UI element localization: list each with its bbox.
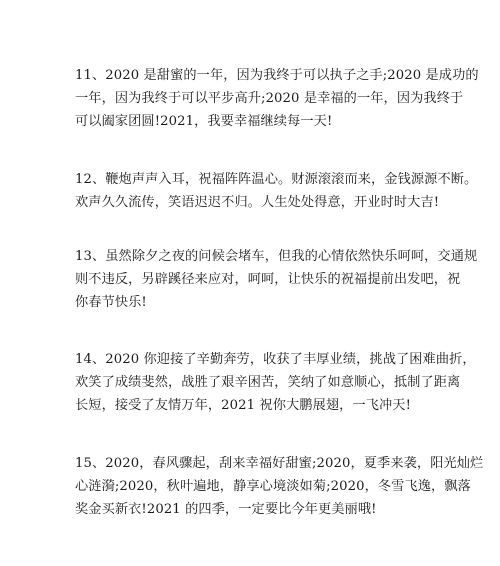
paragraph-line: 14、2020 你迎接了辛勤奔劳，收获了丰厚业绩，挑战了困难曲折， xyxy=(75,352,476,367)
paragraph-line: 你春节快乐! xyxy=(75,295,147,310)
paragraph-line: 13、虽然除夕之夜的问候会堵车，但我的心情依然快乐呵呵，交通规 xyxy=(75,249,478,264)
paragraph-line: 心涟漪;2020，秋叶遍地，静享心境淡如菊;2020，冬雪飞逸，飘落 xyxy=(75,479,471,494)
paragraph-line: 欢笑了成绩斐然，战胜了艰辛困苦，笑纳了如意顺心，抵制了距离 xyxy=(75,375,461,390)
paragraph-12 xyxy=(75,168,478,214)
paragraph-line: 一年，因为我终于可以平步高升;2020 是幸福的一年，因为我终于 xyxy=(75,91,464,106)
paragraph-line: 则不违反，另辟蹊径来应对，呵呵，让快乐的祝福提前出发吧，祝 xyxy=(75,272,461,287)
paragraph-line: 11、2020 是甜蜜的一年，因为我终于可以执子之手;2020 是成功的 xyxy=(75,68,479,83)
paragraph-line: 12、鞭炮声声入耳，祝福阵阵温心。财源滚滚而来，金钱源源不断。 xyxy=(75,172,478,187)
paragraph-14 xyxy=(75,348,476,417)
paragraph-15 xyxy=(75,452,484,521)
paragraph-line: 长短，接受了友情万年，2021 祝你大鹏展翅，一飞冲天! xyxy=(75,398,411,413)
paragraph-line: 欢声久久流传，笑语迟迟不归。人生处处得意，开业时时大吉! xyxy=(75,195,440,210)
paragraph-line: 可以阖家团圆!2021，我要幸福继续每一天! xyxy=(75,114,333,129)
paragraph-11 xyxy=(75,64,479,133)
paragraph-line: 15、2020，春风骤起，刮来幸福好甜蜜;2020，夏季来袭，阳光灿烂 xyxy=(75,456,484,471)
paragraph-13 xyxy=(75,245,478,314)
paragraph-line: 奖金买新衣!2021 的四季，一定要比今年更美丽哦! xyxy=(75,502,377,517)
